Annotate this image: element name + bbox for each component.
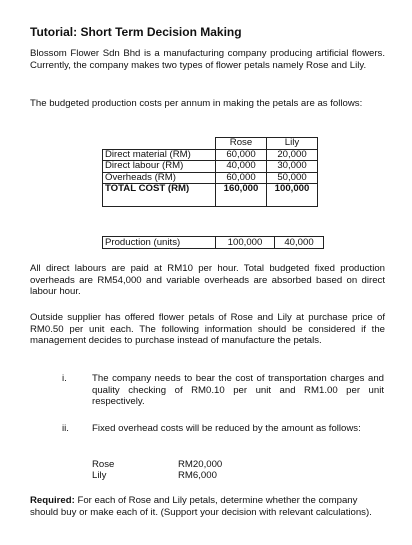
- page-title: Tutorial: Short Term Decision Making: [30, 25, 242, 39]
- intro-paragraph: Blossom Flower Sdn Bhd is a manufacturing company producing artificial flowers. Currently, the company makes two types of flower petals namely Rose and Lily.: [30, 48, 385, 71]
- lily-total-cost: 100,000: [267, 184, 318, 207]
- row-label-total-cost: TOTAL COST (RM): [103, 184, 216, 207]
- table-row: [103, 172, 318, 184]
- cost-table-corner: [103, 138, 216, 150]
- rose-overheads: 60,000: [216, 172, 267, 184]
- cost-table-header-row: [103, 138, 318, 150]
- table-row: [103, 237, 324, 249]
- reduction-amount-lily: RM6,000: [178, 470, 217, 481]
- production-lily: 40,000: [275, 237, 324, 249]
- supplier-note-paragraph: Outside supplier has offered flower petals of Rose and Lily at purchase price of RM0.50 per unit each. The following information should be considered if the management decides to purchase instead of manufacture the petals.: [30, 312, 385, 346]
- reduction-amount-rose: RM20,000: [178, 459, 223, 470]
- row-label-direct-material: Direct material (RM): [103, 149, 216, 161]
- cost-table: [102, 137, 318, 207]
- reduction-name-lily: Lily: [92, 470, 107, 481]
- rose-direct-labour: 40,000: [216, 161, 267, 173]
- item-marker-i: i.: [62, 373, 67, 384]
- table-row: [103, 149, 318, 161]
- budget-intro-paragraph: The budgeted production costs per annum in making the petals are as follows:: [30, 98, 363, 109]
- required-text: For each of Rose and Lily petals, determine whether the company should buy or make each of it. (Support your decision with relevant calculations).: [30, 495, 372, 518]
- item-marker-ii: ii.: [62, 423, 69, 434]
- production-rose: 100,000: [216, 237, 275, 249]
- item-text-fixed-overhead: Fixed overhead costs will be reduced by the amount as follows:: [92, 423, 361, 434]
- required-label: Required:: [30, 495, 75, 506]
- reduction-name-rose: Rose: [92, 459, 115, 470]
- lily-direct-material: 20,000: [267, 149, 318, 161]
- table-row: [103, 161, 318, 173]
- item-text-transport: The company needs to bear the cost of transportation charges and quality checking of RM0.10 per unit and RM1.00 per unit respectively.: [92, 373, 384, 407]
- required-paragraph: [30, 495, 385, 518]
- lily-direct-labour: 30,000: [267, 161, 318, 173]
- header-rose: Rose: [216, 138, 267, 150]
- production-table: [102, 236, 324, 249]
- row-label-direct-labour: Direct labour (RM): [103, 161, 216, 173]
- labour-note-paragraph: All direct labours are paid at RM10 per hour. Total budgeted fixed production overheads are RM54,000 and variable overheads are absorbed based on direct labour hour.: [30, 263, 385, 297]
- row-label-overheads: Overheads (RM): [103, 172, 216, 184]
- lily-overheads: 50,000: [267, 172, 318, 184]
- table-row: [103, 184, 318, 207]
- production-label: Production (units): [103, 237, 216, 249]
- rose-total-cost: 160,000: [216, 184, 267, 207]
- rose-direct-material: 60,000: [216, 149, 267, 161]
- header-lily: Lily: [267, 138, 318, 150]
